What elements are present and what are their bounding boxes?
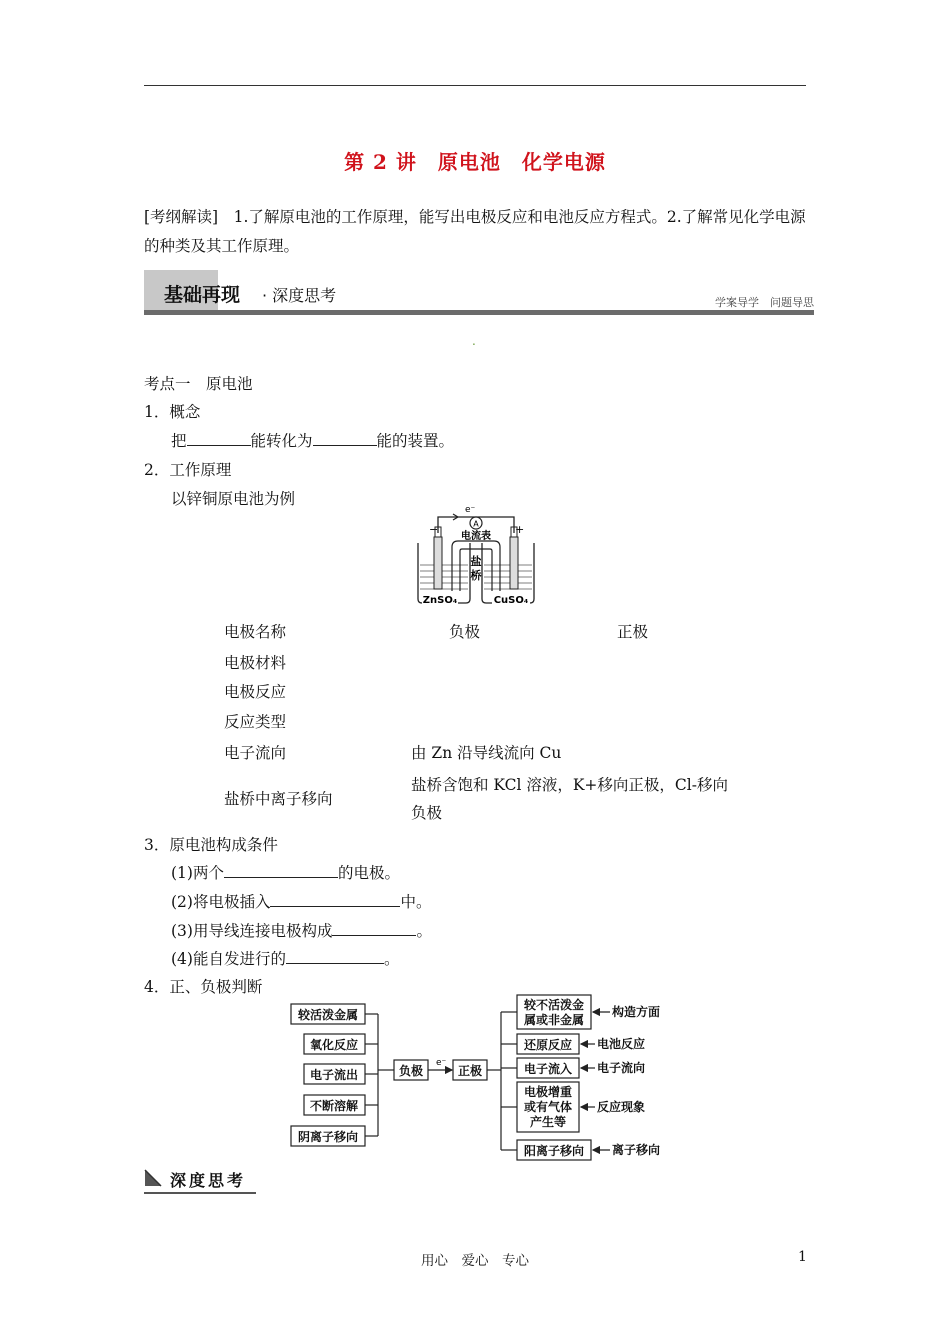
label-mass-gain-1: 电极增重 [523,1085,573,1099]
electrode-judgment-diagram [288,992,668,1164]
fig-left-solution: ZnSO₄ [422,595,458,606]
fig-ammeter-symbol: A [473,519,479,529]
corner-triangle-icon [144,1169,162,1187]
label-electron-out: 电子流出 [309,1068,359,1082]
electron-flow-text: 由 Zn 沿导线流向 Cu [411,744,562,762]
label-less-active-2: 属或非金属 [523,1013,585,1027]
label-electron-in: 电子流入 [523,1062,573,1076]
item1-label: 1．概念 [144,403,201,421]
label-less-active-1: 较不活泼金 [523,998,585,1012]
condition-4 [171,947,399,969]
banner-sub: · 深度思考 [262,286,337,305]
section1-heading: 考点一 原电池 [144,375,253,393]
label-negative: 负极 [398,1064,424,1078]
fig-plus-sign: + [515,523,525,536]
table-row-material: 电极材料 [224,654,287,672]
deep-think-heading [144,1166,256,1194]
condition-3-a: (3)用导线连接电极构成 [171,922,333,940]
item1-part2: 能转化为 [250,432,313,450]
condition-1-a: (1)两个 [171,864,224,882]
item1-part3: 能的装置。 [376,432,455,450]
salt-bridge-text-1: 盐桥含饱和 KCl 溶液，K+移向正极，Cl-移向 [411,776,728,794]
top-rule [144,85,806,86]
blank-energy-2 [313,431,377,446]
blank-condition-1 [224,863,338,878]
banner-bar [144,310,814,315]
aspect-structure: 构造方面 [612,1005,661,1019]
item2-label: 2．工作原理 [144,461,232,479]
table-header-name: 电极名称 [224,623,287,641]
condition-3 [171,919,432,941]
fig-right-solution: CuSO₄ [493,595,529,606]
page-footer: 用心 爱心 专心 [421,1253,529,1269]
label-reduction: 还原反应 [523,1038,573,1052]
aspect-phenomenon: 反应现象 [597,1100,646,1114]
stray-dot: . [472,334,476,348]
label-electron-arrow: e⁻ [436,1058,447,1068]
condition-4-b: 。 [383,950,400,968]
label-positive: 正极 [457,1064,483,1078]
deep-think-label: 深度思考 [170,1171,247,1190]
zinc-copper-cell-figure [412,503,540,609]
fig-salt-bridge-2: 桥 [470,569,482,582]
blank-energy-1 [187,431,251,446]
table-header-negative: 负极 [449,623,481,641]
table-row-electron-flow: 电子流向 [224,744,287,762]
fig-ammeter-label: 电流表 [461,531,491,542]
label-oxidation: 氧化反应 [309,1038,359,1052]
deep-think-underline [144,1192,256,1194]
item3-label: 3．原电池构成条件 [144,836,278,854]
label-mass-gain-3: 产生等 [529,1115,567,1129]
label-mass-gain-2: 或有气体 [523,1100,573,1114]
section-banner [144,270,814,315]
label-cation-move: 阳离子移向 [523,1144,585,1158]
condition-1-b: 的电极。 [337,864,400,882]
condition-3-b: 。 [416,922,432,940]
condition-2-b: 中。 [400,893,432,911]
page-number: 1 [798,1249,807,1265]
fig-salt-bridge-1: 盐 [470,555,482,568]
salt-bridge-text-2: 负极 [411,804,443,822]
blank-condition-2 [270,892,400,907]
condition-2-a: (2)将电极插入 [171,893,271,911]
item1-part1: 把 [171,432,187,450]
label-dissolving: 不断溶解 [309,1099,359,1113]
table-row-type: 反应类型 [224,713,287,731]
aspect-electron-flow: 电子流向 [597,1061,646,1075]
banner-main: 基础再现 [164,284,241,306]
banner-right: 学案导学 问题导思 [715,296,814,309]
item2-intro: 以锌铜原电池为例 [171,490,296,508]
fig-electron-label: e⁻ [465,505,476,515]
aspect-reaction: 电池反应 [597,1037,646,1051]
syllabus-text: [考纲解读] 1.了解原电池的工作原理，能写出电极反应和电池反应方程式。2.了解常见化学电源的种类及其工作原理。 [144,208,806,255]
table-row-reaction: 电极反应 [224,683,287,701]
page-title: 第 2 讲 原电池 化学电源 [344,150,606,174]
fig-minus-sign: − [429,523,439,536]
table-row-salt-bridge: 盐桥中离子移向 [224,790,333,808]
condition-2 [171,890,431,912]
blank-condition-3 [332,921,416,936]
item1-sentence [171,429,454,451]
blank-condition-4 [286,949,384,964]
table-header-positive: 正极 [617,623,649,641]
condition-4-a: (4)能自发进行的 [171,950,286,968]
item4-label: 4．正、负极判断 [144,978,263,996]
aspect-ion-move: 离子移向 [612,1143,661,1157]
label-anion-move: 阴离子移向 [297,1130,359,1144]
label-active-metal: 较活泼金属 [297,1008,359,1022]
condition-1 [171,861,400,883]
